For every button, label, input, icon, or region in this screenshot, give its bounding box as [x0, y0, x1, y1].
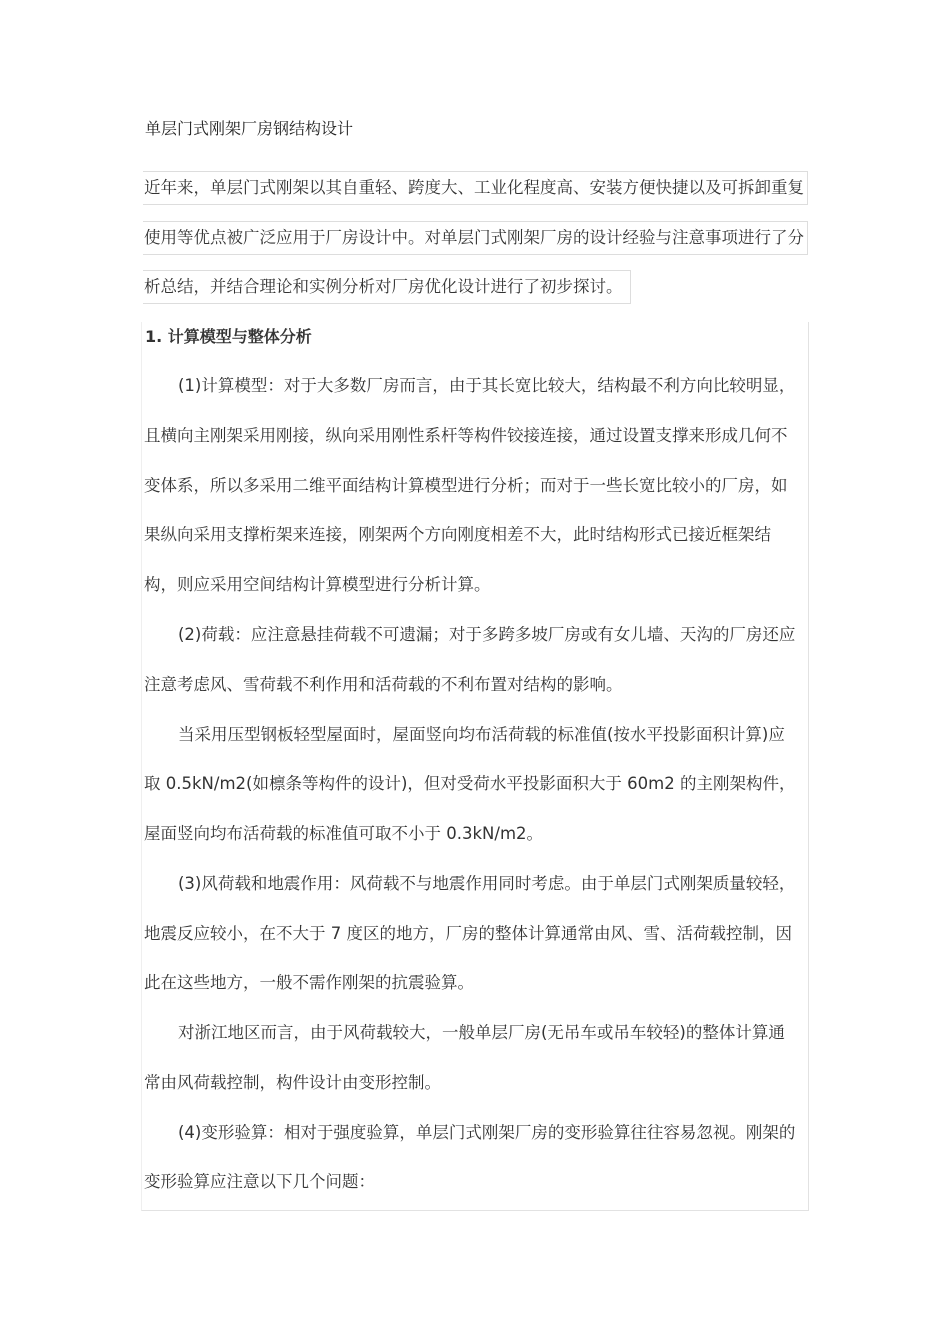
- paragraph-wind-seismic-line: (3)风荷载和地震作用：风荷载不与地震作用同时考虑。由于单层门式刚架质量较轻，: [178, 874, 796, 893]
- paragraph-calc-model-line: 果纵向采用支撑桁架来连接，刚架两个方向刚度相差不大，此时结构形式已接近框架结: [144, 525, 771, 544]
- paragraph-calc-model-line: 且横向主刚架采用刚接，纵向采用刚性系杆等构件铰接连接，通过设置支撑来形成几何不: [144, 426, 788, 445]
- paragraph-calc-model-line: 构，则应采用空间结构计算模型进行分析计算。: [144, 575, 491, 594]
- paragraph-roof-load-line: 取 0.5kN/m2(如檩条等构件的设计)，但对受荷水平投影面积大于 60m2 的主刚架构件，: [144, 774, 796, 793]
- paragraph-load-line: (2)荷载：应注意悬挂荷载不可遗漏；对于多跨多坡厂房或有女儿墙、天沟的厂房还应: [178, 625, 796, 644]
- paragraph-load-line: 注意考虑风、雪荷载不利作用和活荷载的不利布置对结构的影响。: [144, 675, 623, 694]
- paragraph-zhejiang-line: 对浙江地区而言，由于风荷载较大，一般单层厂房(无吊车或吊车较轻)的整体计算通: [178, 1023, 785, 1042]
- intro-line: 使用等优点被广泛应用于厂房设计中。对单层门式刚架厂房的设计经验与注意事项进行了分: [143, 221, 808, 255]
- paragraph-calc-model-line: (1)计算模型：对于大多数厂房而言，由于其长宽比较大，结构最不利方向比较明显，: [178, 376, 796, 395]
- paragraph-deformation-line: 变形验算应注意以下几个问题：: [144, 1172, 375, 1191]
- intro-line: 近年来，单层门式刚架以其自重轻、跨度大、工业化程度高、安装方便快捷以及可拆卸重复: [143, 171, 808, 205]
- document-title: 单层门式刚架厂房钢结构设计: [145, 119, 354, 138]
- paragraph-wind-seismic-line: 地震反应较小，在不大于 7 度区的地方，厂房的整体计算通常由风、雪、活荷载控制，因: [144, 924, 792, 943]
- intro-line: 析总结，并结合理论和实例分析对厂房优化设计进行了初步探讨。: [143, 270, 631, 304]
- section-heading: 1. 计算模型与整体分析: [145, 327, 312, 346]
- paragraph-roof-load-line: 当采用压型钢板轻型屋面时，屋面竖向均布活荷载的标准值(按水平投影面积计算)应: [178, 725, 785, 744]
- paragraph-wind-seismic-line: 此在这些地方，一般不需作刚架的抗震验算。: [144, 973, 474, 992]
- paragraph-zhejiang-line: 常由风荷载控制，构件设计由变形控制。: [144, 1073, 441, 1092]
- paragraph-roof-load-line: 屋面竖向均布活荷载的标准值可取不小于 0.3kN/m2。: [144, 824, 544, 843]
- paragraph-calc-model-line: 变体系，所以多采用二维平面结构计算模型进行分析；而对于一些长宽比较小的厂房，如: [144, 476, 788, 495]
- paragraph-deformation-line: (4)变形验算：相对于强度验算，单层门式刚架厂房的变形验算往往容易忽视。刚架的: [178, 1123, 796, 1142]
